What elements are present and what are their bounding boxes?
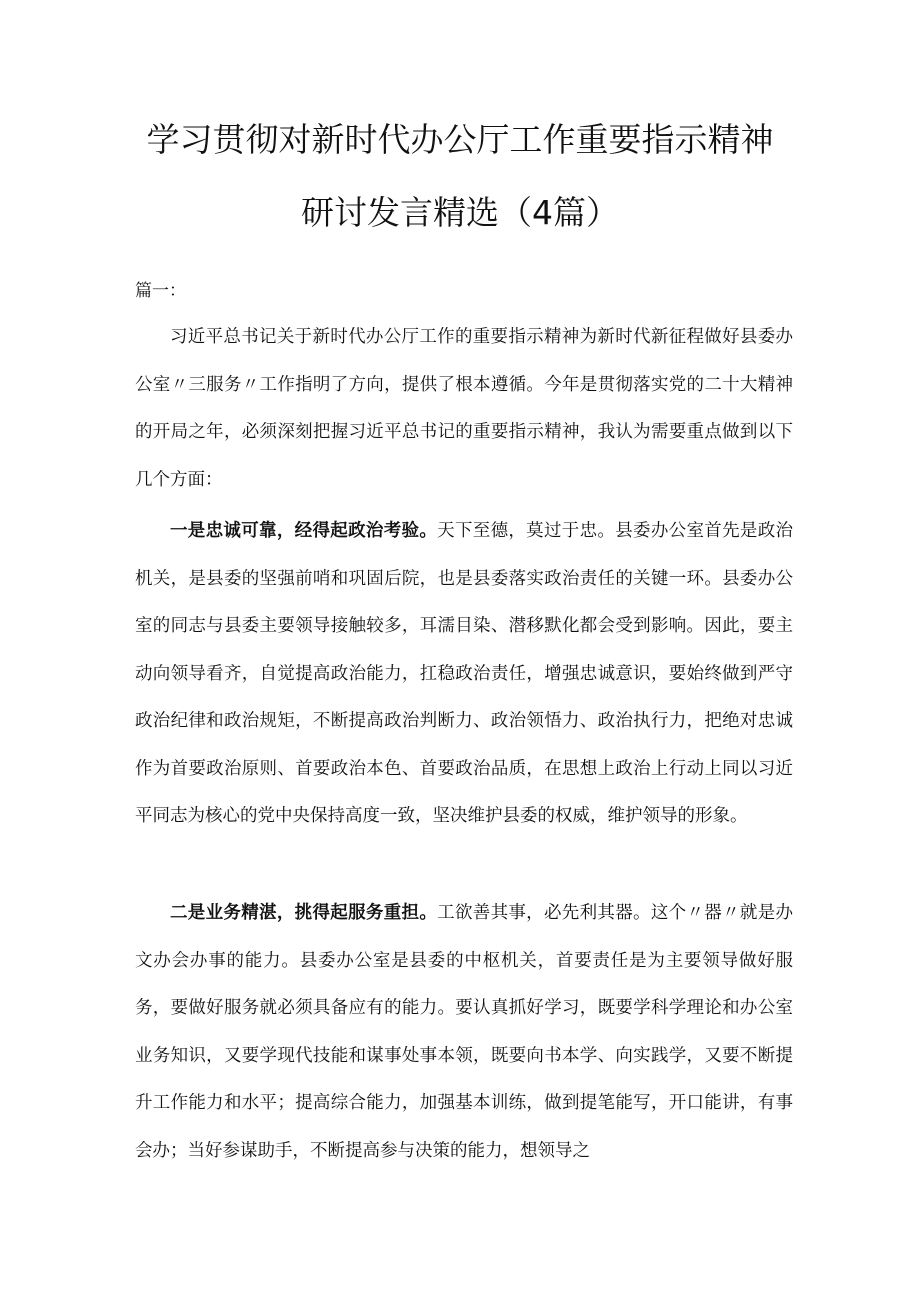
document-title-line-1: 学习贯彻对新时代办公厅工作重要指示精神 bbox=[146, 120, 774, 159]
paragraph-intro bbox=[135, 314, 793, 504]
paragraph-intro-text: 习近平总书记关于新时代办公厅工作的重要指示精神为新时代新征程做好县委办公室〃三服务〃工作指明了方向，提供了根本遵循。今年是贯彻落实党的二十大精神的开局之年，必须深刻把握习近平总书记的重要指示精神，我认为需要重点做到以下几个方面： bbox=[135, 327, 793, 490]
paragraph-point-1-text: 天下至德，莫过于忠。县委办公室首先是政治机关，是县委的坚强前哨和巩固后院，也是县委落实政治责任的关键一环。县委办公室的同志与县委主要领导接触较多，耳濡目染、潜移默化都会受到影响。因此，要主动向领导看齐，自觉提高政治能力，扛稳政治责任，增强忠诚意识，要始终做到严守政治纪律和政治规矩，不断提高政治判断力、政治领悟力、政治执行力，把绝对忠诚作为首要政治原则、首要政治本色、首要政治品质，在思想上政治上行动上同以习近平同志为核心的党中央保持高度一致，坚决维护县委的权威，维护领导的形象。 bbox=[135, 521, 794, 826]
document-title-line-2: 研讨发言精选（4篇） bbox=[301, 193, 619, 232]
paragraph-point-2-text: 工欲善其事，必先利其器。这个〃器〃就是办文办会办事的能力。县委办公室是县委的中枢机关，首要责任是为主要领导做好服务，要做好服务就必须具备应有的能力。要认真抓好学习，既要学科学理论和办公室业务知识，又要学现代技能和谋事处事本领，既要向书本学、向实践学，又要不断提升工作能力和水平；提高综合能力，加强基本训练，做到提笔能写，开口能讲，有事会办；当好参谋助手，不断提高参与决策的能力，想领导之 bbox=[135, 903, 794, 1161]
paragraph-point-1 bbox=[135, 508, 793, 841]
paragraph-point-1-lead: 一是忠诚可靠，经得起政治考验。 bbox=[170, 521, 438, 541]
paragraph-point-2 bbox=[135, 890, 793, 1175]
paragraph-point-2-lead: 二是业务精湛，挑得起服务重担。 bbox=[170, 903, 438, 923]
section-label: 篇一： bbox=[135, 281, 186, 301]
